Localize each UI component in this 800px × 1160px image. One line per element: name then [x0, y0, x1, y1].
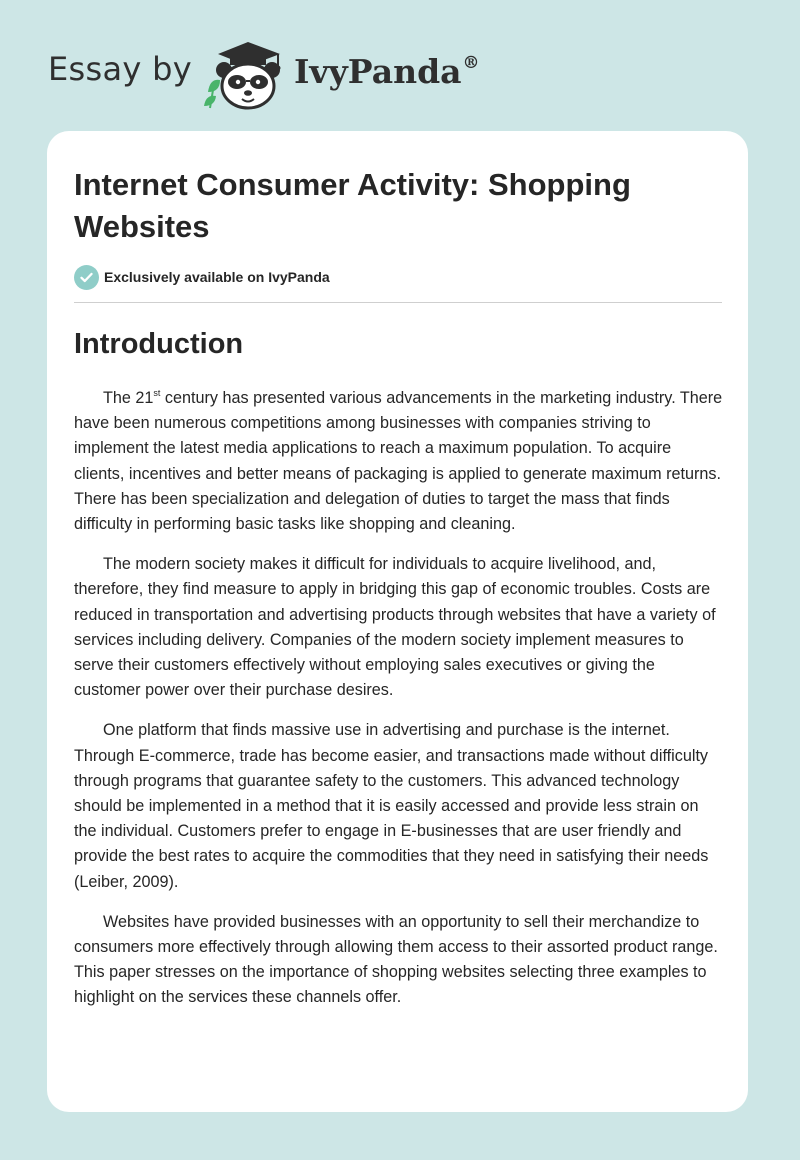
- paragraph-3: One platform that finds massive use in advertising and purchase is the internet. Through E-commerce, trade has become easier, and transactions made without difficulty through programs that guarantee safety to the customers. This advanced technology should be implemented in a method that it is easily accessed and provide less strain on the individual. Customers prefer to engage in E-businesses that are user friendly and provide the best rates to acquire the commodities that they need in satisfying their needs (Leiber, 2009).: [74, 721, 709, 891]
- check-circle-icon: [74, 265, 99, 290]
- essay-title: Internet Consumer Activity: Shopping Websites: [74, 167, 631, 244]
- essay-body: [74, 386, 724, 1026]
- brand-name-text: IvyPanda: [294, 52, 462, 91]
- paragraph-2: The modern society makes it difficult for individuals to acquire livelihood, and, therefore, they find measure to apply in bridging this gap of economic troubles. Costs are reduced in transportation and advertising products through websites that have a variety of services including delivery. Companies of the modern society implement measures to serve their customers effectively without employing sales executives or giving the customer power over their purchase desires.: [74, 555, 716, 700]
- paragraph-1: [74, 386, 724, 537]
- registered-mark: ®: [462, 53, 480, 73]
- paragraph-4: Websites have provided businesses with an opportunity to sell their merchandize to consumers more effectively through allowing them access to their assorted product range. This paper stresses on the importance of shopping websites selecting three examples to highlight on the services these channels offer.: [74, 912, 718, 1007]
- paragraph-1-rest: century has presented various advancements in the marketing industry. There have been numerous competitions among businesses with companies striving to implement the latest media applications to reach a maximum population. To acquire clients, incentives and better means of packaging is applied to generate maximum returns. There has been specialization and delegation of duties to target the mass that finds difficulty in performing basic tasks like shopping and cleaning.: [74, 389, 723, 534]
- paragraph-1-superscript: st: [153, 388, 161, 398]
- ivypanda-wordmark: [294, 52, 480, 91]
- essay-by-label: Essay by: [48, 50, 192, 88]
- section-heading-introduction: Introduction: [74, 328, 244, 360]
- essay-card: [47, 131, 748, 1112]
- title-divider: [74, 302, 722, 303]
- exclusive-badge-text: Exclusively available on IvyPanda: [104, 269, 330, 285]
- paragraph-1-start: The 21: [103, 389, 154, 407]
- brand-header[interactable]: [48, 34, 480, 110]
- panda-graduate-icon: [200, 34, 296, 110]
- exclusive-badge: [74, 264, 330, 290]
